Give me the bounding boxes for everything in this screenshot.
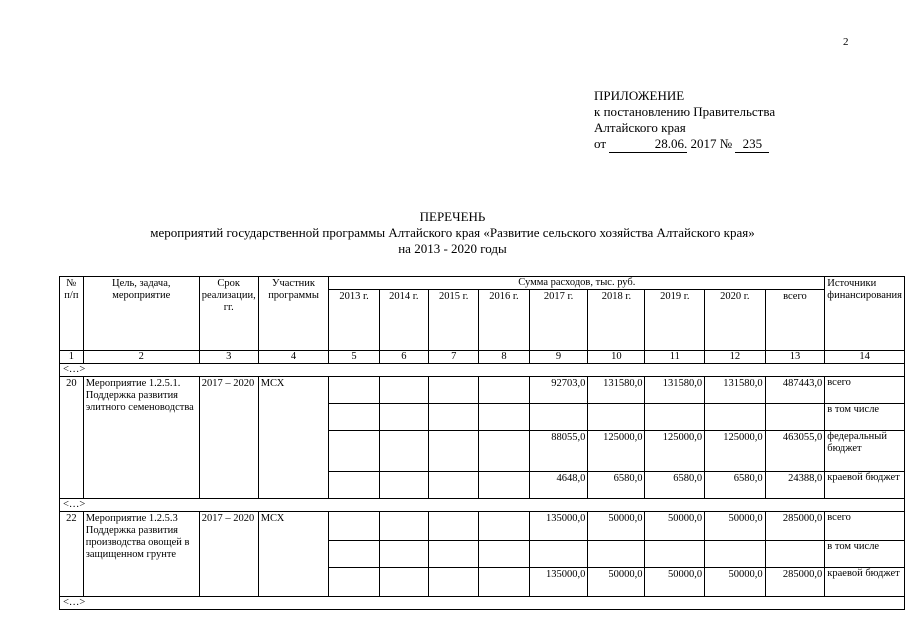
value-cell	[329, 568, 379, 597]
value-cell	[429, 431, 479, 472]
value-cell	[329, 404, 379, 431]
source-cell: всего	[825, 512, 905, 541]
row-goal: Мероприятие 1.2.5.1. Поддержка развития элитного семеноводства	[83, 377, 199, 499]
value-cell: 50000,0	[645, 568, 705, 597]
measures-table	[59, 276, 905, 610]
row-goal: Мероприятие 1.2.5.3 Поддержка развития производства овощей в защищенном грунте	[83, 512, 199, 597]
value-cell: 50000,0	[705, 568, 766, 597]
value-cell	[329, 472, 379, 499]
value-cell	[588, 541, 645, 568]
ellipsis-row	[60, 597, 905, 610]
header-year: 2014 г.	[379, 290, 428, 351]
value-cell: 131580,0	[705, 377, 766, 404]
value-cell	[429, 512, 479, 541]
value-cell	[329, 431, 379, 472]
value-cell	[645, 404, 705, 431]
value-cell	[379, 512, 428, 541]
value-cell	[429, 377, 479, 404]
column-number: 5	[329, 351, 379, 364]
column-number: 7	[429, 351, 479, 364]
value-cell	[705, 541, 766, 568]
column-number: 4	[258, 351, 329, 364]
header-year: 2019 г.	[645, 290, 705, 351]
value-cell	[529, 404, 588, 431]
column-number: 2	[83, 351, 199, 364]
appendix-resolution: к постановлению Правительства	[594, 104, 776, 119]
row-term: 2017 – 2020	[199, 377, 258, 499]
value-cell	[379, 541, 428, 568]
value-cell	[379, 377, 428, 404]
value-cell	[379, 431, 428, 472]
value-cell: 125000,0	[645, 431, 705, 472]
date-value: 28.06.	[609, 136, 687, 153]
appendix-region: Алтайского края	[594, 120, 686, 135]
column-number: 11	[645, 351, 705, 364]
title-heading: ПЕРЕЧЕНЬ	[419, 209, 486, 224]
column-number: 9	[529, 351, 588, 364]
value-cell: 135000,0	[529, 512, 588, 541]
header-source: Источники финансирования	[825, 277, 905, 351]
column-number: 12	[705, 351, 766, 364]
value-cell	[479, 472, 529, 499]
ellipsis-row	[60, 364, 905, 377]
value-cell	[379, 472, 428, 499]
header-row	[60, 277, 905, 290]
column-number: 6	[379, 351, 428, 364]
value-cell	[429, 472, 479, 499]
appendix-block	[594, 88, 775, 153]
value-cell	[479, 541, 529, 568]
ellipsis-marker: <…>	[60, 364, 905, 377]
row-participant: МСХ	[258, 377, 329, 499]
header-participant: Участник программы	[258, 277, 329, 351]
value-cell	[429, 568, 479, 597]
value-cell	[329, 541, 379, 568]
value-cell: 131580,0	[588, 377, 645, 404]
value-cell	[429, 541, 479, 568]
value-cell: 50000,0	[588, 568, 645, 597]
header-sum: Сумма расходов, тыс. руб.	[329, 277, 825, 290]
value-cell	[479, 568, 529, 597]
document-title	[0, 209, 905, 257]
value-cell	[379, 568, 428, 597]
row-number: 20	[60, 377, 84, 499]
value-cell: 285000,0	[765, 512, 825, 541]
header-year: 2018 г.	[588, 290, 645, 351]
value-cell	[479, 431, 529, 472]
value-cell	[529, 541, 588, 568]
column-number: 8	[479, 351, 529, 364]
ellipsis-marker: <…>	[60, 499, 905, 512]
source-cell: федеральный бюджет	[825, 431, 905, 472]
table-row	[60, 377, 905, 404]
value-cell: 24388,0	[765, 472, 825, 499]
value-cell: 285000,0	[765, 568, 825, 597]
value-cell: 463055,0	[765, 431, 825, 472]
page-number: 2	[843, 36, 849, 48]
value-cell: 487443,0	[765, 377, 825, 404]
value-cell: 6580,0	[705, 472, 766, 499]
header-year: 2016 г.	[479, 290, 529, 351]
value-cell	[379, 404, 428, 431]
year-number-label: 2017 №	[690, 136, 733, 151]
source-cell: в том числе	[825, 541, 905, 568]
resolution-number: 235	[735, 136, 769, 153]
header-goal: Цель, задача, мероприятие	[83, 277, 199, 351]
value-cell: 135000,0	[529, 568, 588, 597]
value-cell	[429, 404, 479, 431]
value-cell: 50000,0	[645, 512, 705, 541]
value-cell: 125000,0	[705, 431, 766, 472]
row-participant: МСХ	[258, 512, 329, 597]
value-cell	[479, 377, 529, 404]
value-cell	[645, 541, 705, 568]
header-year: 2017 г.	[529, 290, 588, 351]
column-number: 10	[588, 351, 645, 364]
header-term: Срок реализации, гг.	[199, 277, 258, 351]
row-term: 2017 – 2020	[199, 512, 258, 597]
table-row	[60, 512, 905, 541]
header-year: всего	[765, 290, 825, 351]
source-cell: в том числе	[825, 404, 905, 431]
value-cell: 92703,0	[529, 377, 588, 404]
source-cell: краевой бюджет	[825, 568, 905, 597]
value-cell	[479, 404, 529, 431]
value-cell	[705, 404, 766, 431]
value-cell: 131580,0	[645, 377, 705, 404]
header-year: 2013 г.	[329, 290, 379, 351]
column-number: 13	[765, 351, 825, 364]
value-cell	[765, 404, 825, 431]
ellipsis-row	[60, 499, 905, 512]
value-cell: 6580,0	[588, 472, 645, 499]
header-year: 2020 г.	[705, 290, 766, 351]
header-num: № п/п	[60, 277, 84, 351]
value-cell	[479, 512, 529, 541]
value-cell: 6580,0	[645, 472, 705, 499]
column-numbers-row	[60, 351, 905, 364]
value-cell	[588, 404, 645, 431]
value-cell	[329, 512, 379, 541]
value-cell	[329, 377, 379, 404]
value-cell: 50000,0	[705, 512, 766, 541]
value-cell: 88055,0	[529, 431, 588, 472]
title-line-2: на 2013 - 2020 годы	[398, 241, 507, 256]
row-number: 22	[60, 512, 84, 597]
column-number: 3	[199, 351, 258, 364]
value-cell: 4648,0	[529, 472, 588, 499]
header-year: 2015 г.	[429, 290, 479, 351]
source-cell: краевой бюджет	[825, 472, 905, 499]
ellipsis-marker: <…>	[60, 597, 905, 610]
column-number: 14	[825, 351, 905, 364]
value-cell	[765, 541, 825, 568]
column-number: 1	[60, 351, 84, 364]
value-cell: 50000,0	[588, 512, 645, 541]
appendix-title: ПРИЛОЖЕНИЕ	[594, 88, 685, 103]
source-cell: всего	[825, 377, 905, 404]
date-prefix: от	[594, 136, 607, 151]
title-line-1: мероприятий государственной программы Алтайского края «Развитие сельского хозяйства Алтайского края»	[150, 225, 755, 240]
appendix-date-line	[594, 136, 775, 153]
value-cell: 125000,0	[588, 431, 645, 472]
